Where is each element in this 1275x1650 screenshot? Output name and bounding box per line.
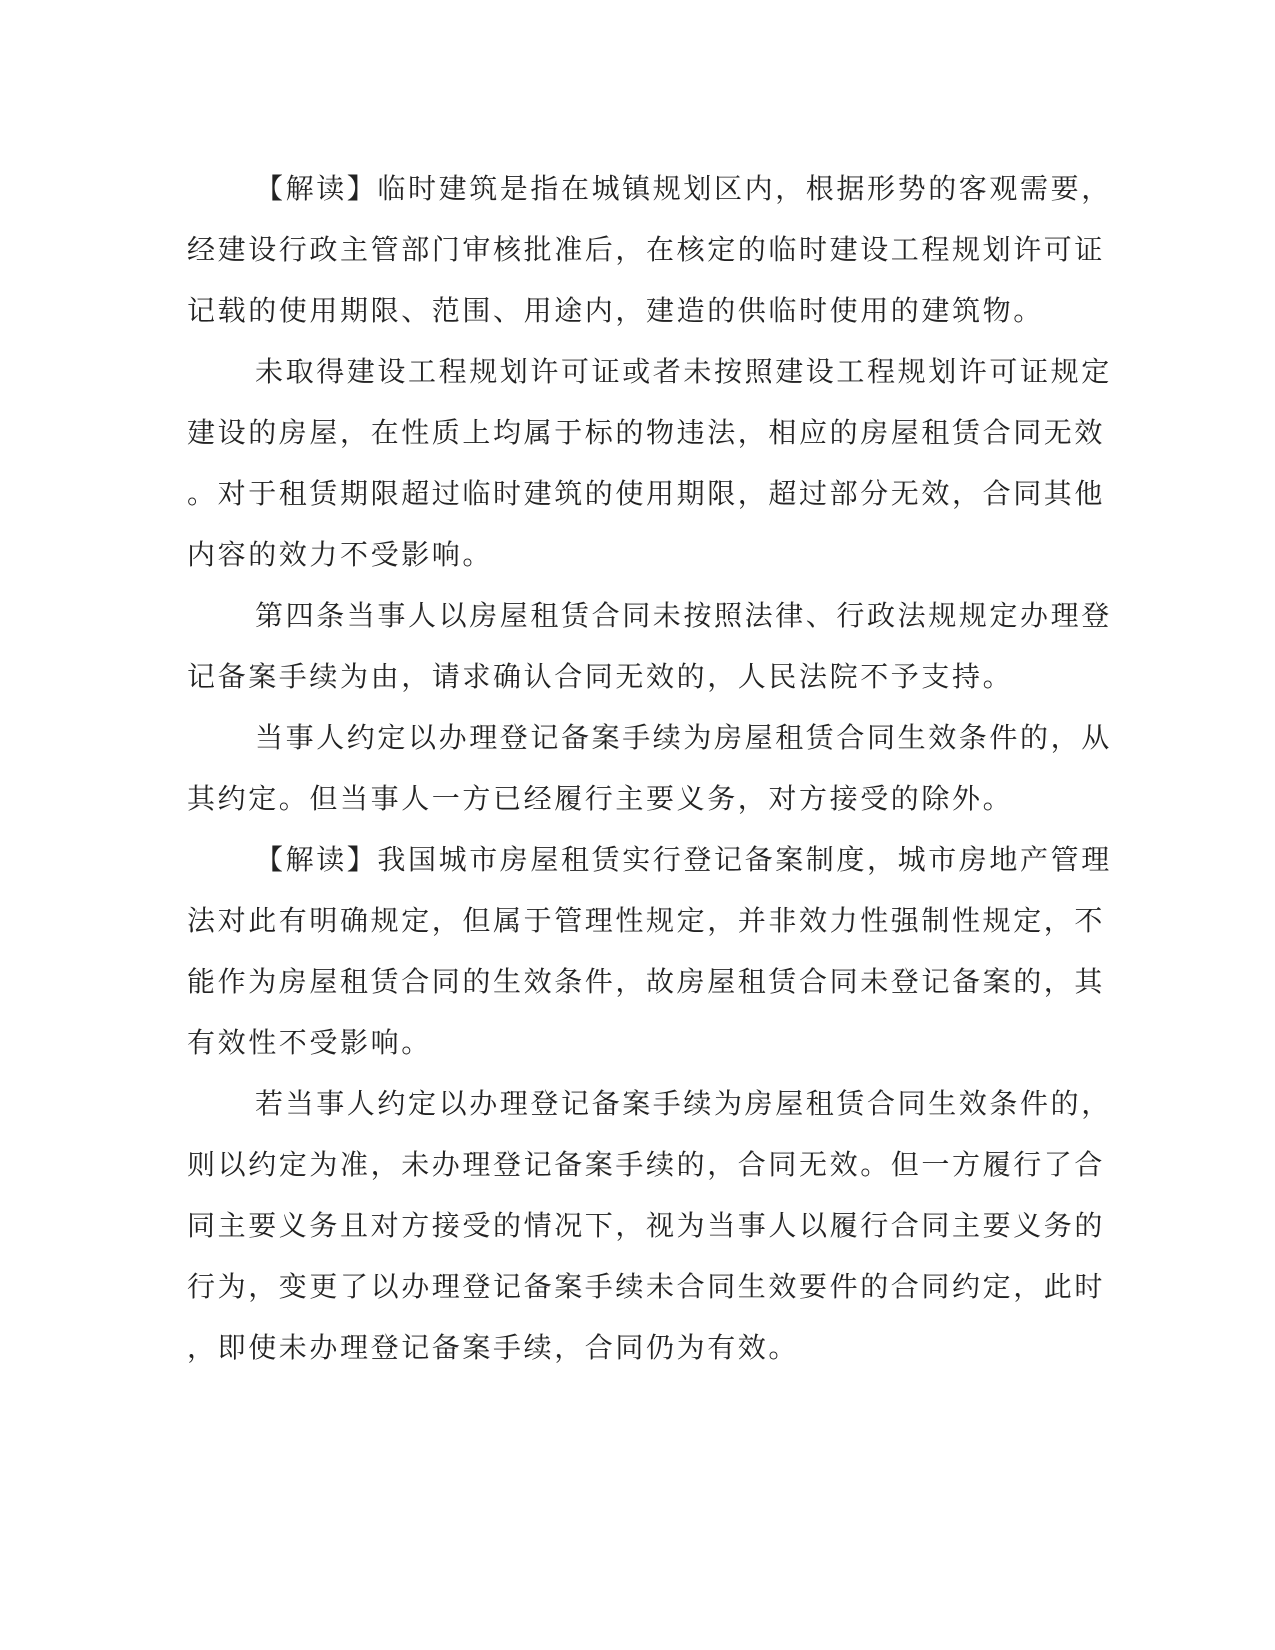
text-line: 同主要义务且对方接受的情况下，视为当事人以履行合同主要义务的 <box>187 1209 1106 1242</box>
document-body <box>187 158 1112 1378</box>
paragraph-1 <box>187 158 1112 341</box>
text-line: 【解读】我国城市房屋租赁实行登记备案制度，城市房地产管理 <box>255 843 1112 876</box>
text-line: 行为，变更了以办理登记备案手续未合同生效要件的合同约定，此时 <box>187 1270 1106 1303</box>
text-line: 若当事人约定以办理登记备案手续为房屋租赁合同生效条件的， <box>255 1087 1112 1120</box>
text-line: 建设的房屋，在性质上均属于标的物违法，相应的房屋租赁合同无效 <box>187 416 1106 449</box>
paragraph-4 <box>187 707 1112 829</box>
text-line: 经建设行政主管部门审核批准后，在核定的临时建设工程规划许可证 <box>187 233 1106 266</box>
paragraph-6 <box>187 1073 1112 1378</box>
text-line: 能作为房屋租赁合同的生效条件，故房屋租赁合同未登记备案的，其 <box>187 965 1106 998</box>
text-line: 则以约定为准，未办理登记备案手续的，合同无效。但一方履行了合 <box>187 1148 1106 1181</box>
text-line: 记备案手续为由，请求确认合同无效的，人民法院不予支持。 <box>187 660 1014 693</box>
text-line: 当事人约定以办理登记备案手续为房屋租赁合同生效条件的，从 <box>255 721 1112 754</box>
paragraph-5 <box>187 829 1112 1073</box>
text-line: ，即使未办理登记备案手续，合同仍为有效。 <box>187 1331 800 1364</box>
paragraph-2 <box>187 341 1112 585</box>
text-line: 。对于租赁期限超过临时建筑的使用期限，超过部分无效，合同其他 <box>187 477 1106 510</box>
text-line: 【解读】临时建筑是指在城镇规划区内，根据形势的客观需要， <box>255 172 1112 205</box>
text-line: 未取得建设工程规划许可证或者未按照建设工程规划许可证规定 <box>255 355 1112 388</box>
text-line: 内容的效力不受影响。 <box>187 538 494 571</box>
paragraph-3 <box>187 585 1112 707</box>
text-line: 记载的使用期限、范围、用途内，建造的供临时使用的建筑物。 <box>187 294 1044 327</box>
text-line: 其约定。但当事人一方已经履行主要义务，对方接受的除外。 <box>187 782 1014 815</box>
text-line: 有效性不受影响。 <box>187 1026 432 1059</box>
text-line: 第四条当事人以房屋租赁合同未按照法律、行政法规规定办理登 <box>255 599 1112 632</box>
text-line: 法对此有明确规定，但属于管理性规定，并非效力性强制性规定，不 <box>187 904 1106 937</box>
